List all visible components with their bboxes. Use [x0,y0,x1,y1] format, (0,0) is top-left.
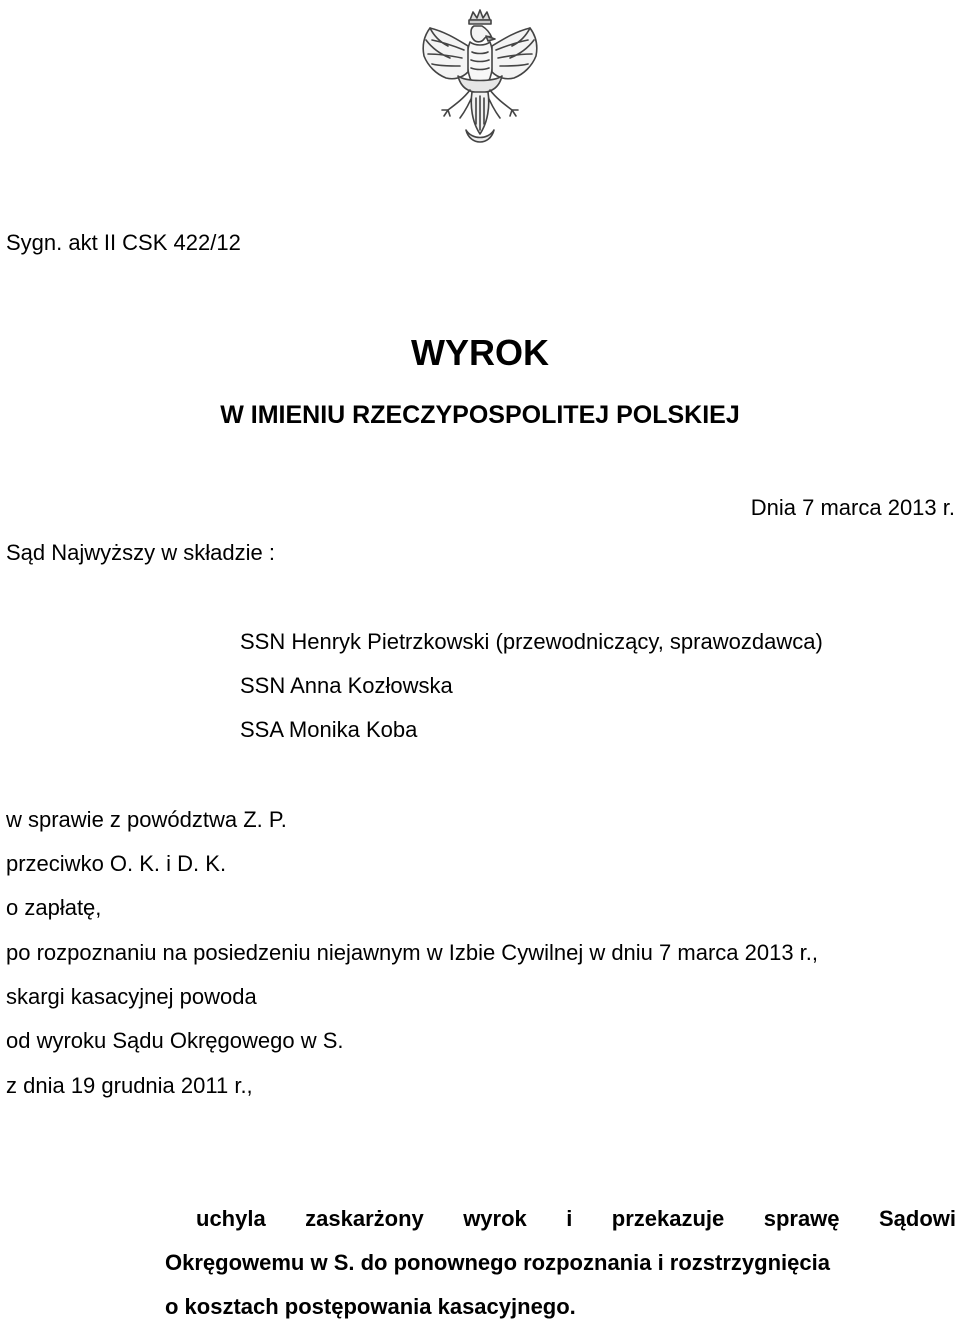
case-signature: Sygn. akt II CSK 422/12 [6,230,241,255]
ruling-line-3: o kosztach postępowania kasacyjnego. [165,1294,576,1319]
case-line-defendants: przeciwko O. K. i D. K. [6,851,227,876]
document-title: WYROK [411,332,549,373]
case-line-plaintiff: w sprawie z powództwa Z. P. [6,807,287,832]
case-line-hearing: po rozpoznaniu na posiedzeniu niejawnym w Izbie Cywilnej w dniu 7 marca 2013 r., [6,940,819,965]
judge-3: SSA Monika Koba [240,717,418,742]
judgment-date: Dnia 7 marca 2013 r. [750,495,955,520]
ruling-line-2: Okręgowemu w S. do ponownego rozpoznania i rozstrzygnięcia [165,1250,830,1275]
judge-2: SSN Anna Kozłowska [240,673,453,698]
judge-1: SSN Henryk Pietrzkowski (przewodniczący, sprawozdawca) [240,629,823,654]
case-line-lower-court-date: z dnia 19 grudnia 2011 r., [6,1073,253,1098]
ruling-line-1: uchyla zaskarżony wyrok i przekazuje sprawę Sądowi [196,1206,956,1231]
document-subtitle: W IMIENIU RZECZYPOSPOLITEJ POLSKIEJ [220,401,740,429]
case-line-lower-court: od wyroku Sądu Okręgowego w S. [6,1028,344,1053]
white-eagle-emblem-icon [400,6,560,166]
case-line-subject: o zapłatę, [6,895,102,920]
case-line-appeal: skargi kasacyjnej powoda [6,984,257,1009]
court-composition-intro: Sąd Najwyższy w składzie : [6,540,275,565]
